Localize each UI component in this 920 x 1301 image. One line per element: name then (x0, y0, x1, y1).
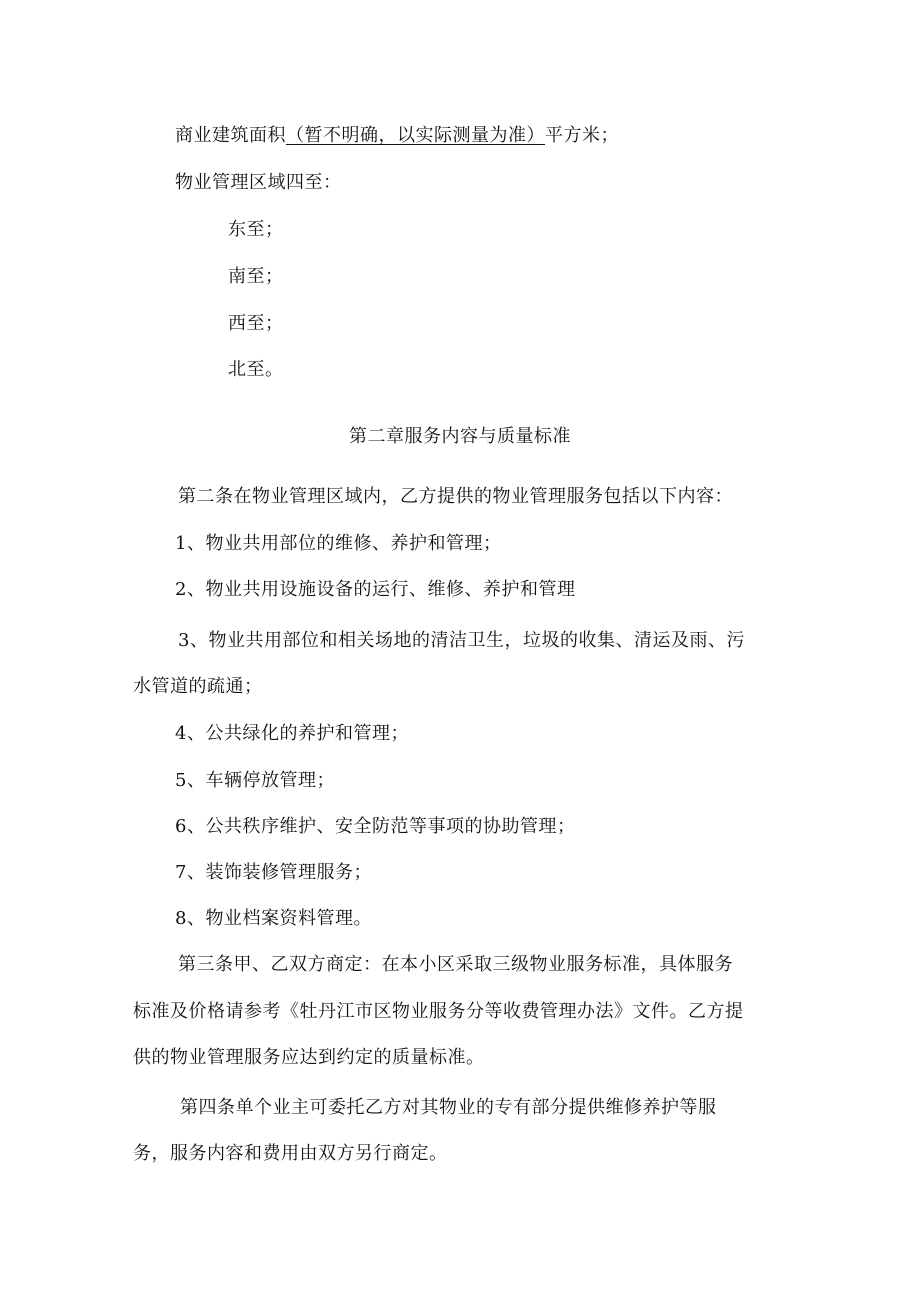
list-item-continuation: 水管道的疏通； (133, 676, 263, 697)
list-item: 5、车辆停放管理； (175, 770, 335, 791)
list-item: 7、装饰装修管理服务； (175, 862, 372, 883)
article-3-line: 第三条甲、乙双方商定：在本小区采取三级物业服务标准，具体服务 (178, 954, 733, 975)
article-3-line: 标准及价格请参考《牡丹江市区物业服务分等收费管理办法》文件。乙方提 (133, 1001, 744, 1022)
list-item: 2、物业共用设施设备的运行、维修、养护和管理 (175, 579, 576, 600)
chapter-title: 第二章服务内容与质量标准 (349, 426, 571, 447)
boundary-west: 西至； (228, 313, 284, 334)
boundary-south: 南至； (228, 266, 284, 287)
list-item: 8、物业档案资料管理。 (175, 908, 372, 929)
area-suffix: 平方米； (545, 125, 619, 146)
area-line (175, 124, 619, 148)
boundary-east: 东至； (228, 219, 284, 240)
article-3-line: 供的物业管理服务应达到约定的质量标准。 (133, 1047, 485, 1068)
area-prefix: 商业建筑面积 (175, 125, 286, 146)
list-item: 3、物业共用部位和相关场地的清洁卫生，垃圾的收集、清运及雨、污 (178, 630, 745, 651)
article-2-intro: 第二条在物业管理区域内，乙方提供的物业管理服务包括以下内容： (178, 486, 733, 507)
boundary-north: 北至。 (228, 359, 284, 380)
boundary-intro: 物业管理区域四至： (175, 172, 342, 193)
list-item: 1、物业共用部位的维修、养护和管理； (175, 533, 502, 554)
list-item: 4、公共绿化的养护和管理； (175, 723, 409, 744)
list-item: 6、公共秩序维护、安全防范等事项的协助管理； (175, 816, 576, 837)
article-4-line: 务，服务内容和费用由双方另行商定。 (133, 1143, 448, 1164)
article-4-line: 第四条单个业主可委托乙方对其物业的专有部分提供维修养护等服 (180, 1097, 717, 1118)
area-underlined-note: （暂不明确，以实际测量为准） (286, 125, 545, 146)
